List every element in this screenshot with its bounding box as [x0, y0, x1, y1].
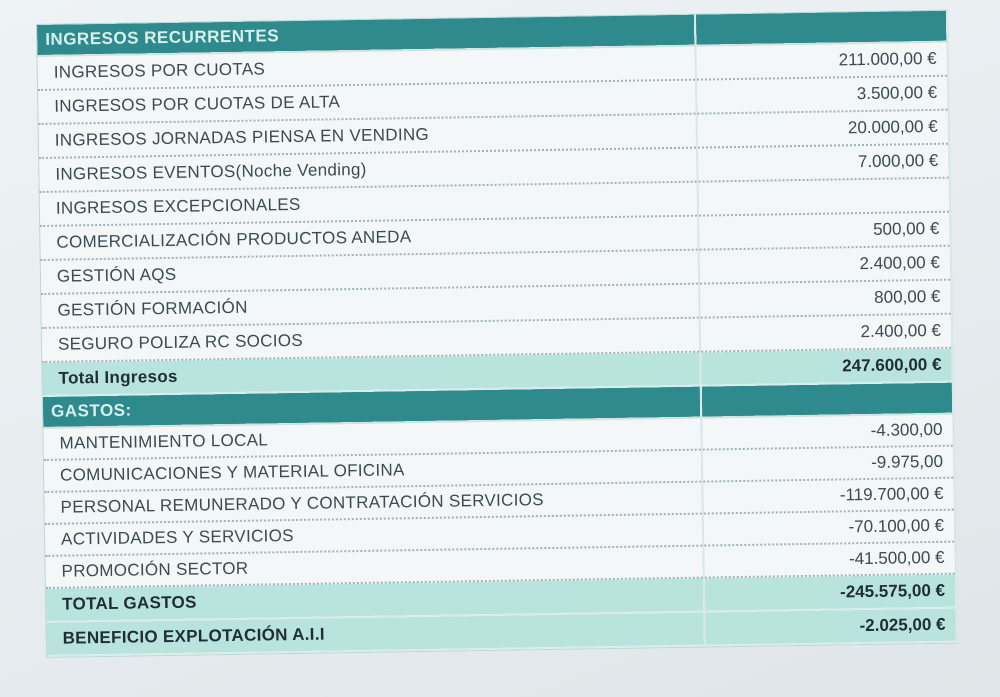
row-label: PROMOCIÓN SECTOR [45, 546, 703, 588]
row-amount: -9.975,00 [702, 446, 954, 482]
row-amount: 800,00 € [699, 280, 952, 318]
ingresos-header: INGRESOS RECURRENTES [37, 15, 695, 56]
budget-sheet [36, 10, 958, 658]
row-amount: -119.700,00 € [702, 478, 954, 514]
gastos-header-amount [701, 382, 953, 418]
row-label: GESTIÓN FORMACIÓN [41, 284, 699, 328]
row-label: SEGURO POLIZA RC SOCIOS [42, 318, 700, 362]
row-amount: 500,00 € [698, 212, 951, 250]
row-amount: 3.500,00 € [696, 76, 949, 114]
budget-table [37, 11, 958, 657]
row-amount: 20.000,00 € [696, 110, 949, 148]
gastos-header: GASTOS: [43, 386, 701, 428]
row-amount: 211.000,00 € [695, 42, 948, 80]
row-amount: 2.400,00 € [699, 246, 952, 284]
total-ingresos-label: Total Ingresos [42, 352, 700, 396]
ingresos-header-amount [695, 11, 947, 46]
row-label: COMUNICACIONES Y MATERIAL OFICINA [44, 450, 702, 492]
beneficio-label: BENEFICIO EXPLOTACIÓN A.I.I [46, 612, 704, 656]
total-gastos-label: TOTAL GASTOS [46, 578, 704, 622]
row-label: INGRESOS POR CUOTAS [38, 46, 696, 90]
row-label: GESTIÓN AQS [41, 250, 699, 294]
row-amount: -41.500,00 € [703, 542, 955, 578]
row-label: COMERCIALIZACIÓN PRODUCTOS ANEDA [40, 216, 698, 260]
row-amount [698, 178, 951, 216]
row-amount: 2.400,00 € [700, 314, 953, 352]
row-label: INGRESOS JORNADAS PIENSA EN VENDING [39, 114, 697, 158]
row-label: MANTENIMIENTO LOCAL [43, 418, 701, 460]
row-amount: -4.300,00 [701, 414, 953, 450]
row-label: INGRESOS EVENTOS(Noche Vending) [39, 148, 697, 192]
total-gastos-amount: -245.575,00 € [704, 574, 957, 612]
row-label: INGRESOS POR CUOTAS DE ALTA [38, 80, 696, 124]
beneficio-amount: -2.025,00 € [704, 608, 957, 646]
row-label: ACTIVIDADES Y SERVICIOS [45, 514, 703, 556]
total-ingresos-amount: 247.600,00 € [700, 348, 953, 386]
row-amount: 7.000,00 € [697, 144, 950, 182]
row-label: INGRESOS EXCEPCIONALES [40, 182, 698, 226]
row-amount: -70.100,00 € [703, 510, 955, 546]
row-label: PERSONAL REMUNERADO Y CONTRATACIÓN SERVICIOS [44, 482, 702, 524]
